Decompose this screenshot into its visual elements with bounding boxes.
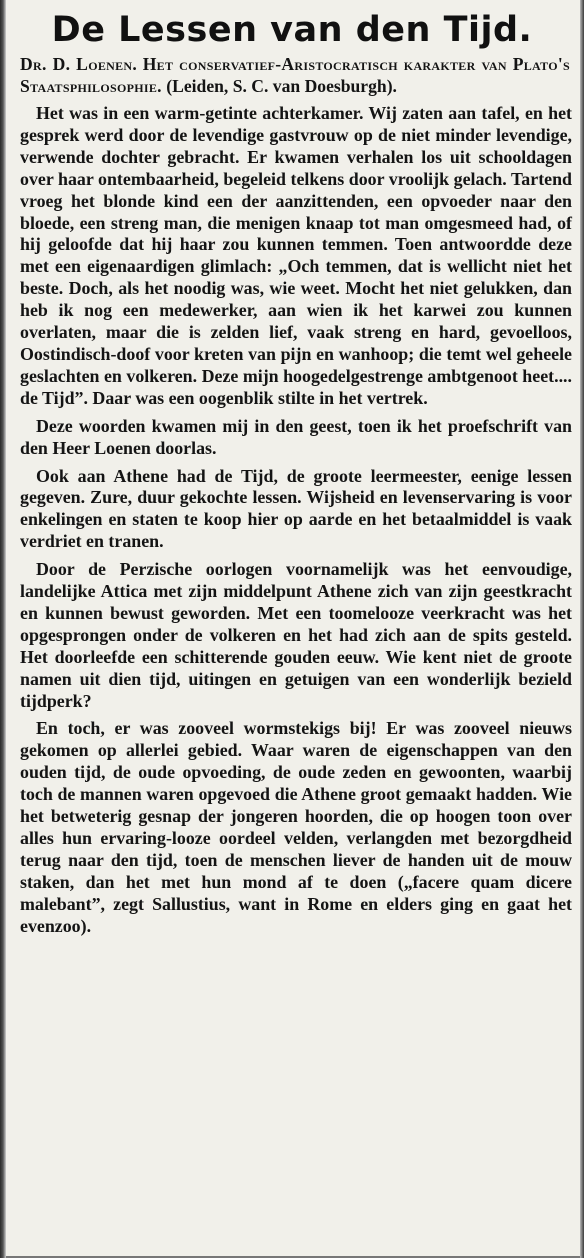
article-paragraph: Door de Perzische oorlogen voornamelijk was het eenvoudige, landelijke Attica met zijn middelpunt Athene zich van zijn geestkracht en kunnen bewust geworden. Met een toomelooze veerkracht was het opgesprongen onder de volkeren en het had zich aan de spits gesteld. Het doorleefde een schitterende gouden eeuw. Wie kent niet de groote namen uit dien tijd, uitingen en getuigen van een wonderlijk bezield tijdperk? — [20, 559, 572, 711]
article-headline: De Lessen van den Tijd. — [51, 10, 533, 50]
scan-edge-left — [0, 0, 6, 1258]
article-paragraph: Ook aan Athene had de Tijd, de groote leermeester, eenige lessen gegeven. Zure, duur gekochte lessen. Wijsheid en levenservaring is voor enkelingen en staten te koop hier op aarde en het betaalmiddel is vaak verdriet en tranen. — [20, 465, 572, 552]
scan-edge-right — [580, 0, 584, 1258]
article-body — [20, 103, 572, 938]
byline-publisher: (Leiden, S. C. van Doesburgh). — [166, 75, 397, 96]
byline-work-title: Het conservatief-Aristocratisch karakter van Plato's Staatsphilosophie. — [20, 54, 571, 96]
article-paragraph: Het was in een warm-getinte achterkamer. Wij zaten aan tafel, en het gesprek werd door de levendige gastvrouw op de niet minder levendige, verwende dochter gebracht. Er kwamen verhalen los uit schooldagen over haar ontembaarheid, begeleid telkens door vroolijk gelach. Tartend vroeg het blonde kind een der aanzittenden, een opvoeder naar den bloede, een streng man, die menigen knaap tot man omgesmeed had, of hij geloofde dat hij haar zou kunnen temmen. Toen antwoordde deze met een eigenaardigen glimlach: „Och temmen, dat is wellicht niet het beste. Doch, als het noodig was, wie weet. Mocht het niet gelukken, dan heb ik nog een medewerker, aan wien ik het karwei zou kunnen overlaten, maar die is zelden lief, vaak streng en hard, gevoelloos, Oostindisch-doof voor kreten van pijn en wanhoop; die temt wel geheele geslachten en volkeren. Deze mijn hoogedelgestrenge ambtgenoot heet.... de Tijd”. Daar was een oogenblik stilte in het vertrek. — [20, 103, 572, 408]
article-byline — [20, 54, 570, 97]
article-paragraph: Deze woorden kwamen mij in den geest, toen ik het proefschrift van den Heer Loenen doorlas. — [20, 415, 572, 458]
article-paragraph: En toch, er was zooveel wormstekigs bij! Er was zooveel nieuws gekomen op allerlei gebied. Waar waren de eigenschappen van den ouden tijd, de oude opvoeding, de oude zeden en gewoonten, waarbij toch de mannen waren opgevoed die Athene groot gemaakt hadden. Wie het betweterig gesnap der jongeren hoorden, die op hoogen toon over alles hun ervaring-looze oordeel velden, verlangden met bezorgdheid terug naar den tijd, toen de menschen liever de handen uit de mouw staken, dan het met hun mond af te doen („facere quam dicere malebant”, zegt Sallustius, want in Rome en elders ging en gaat het evenzoo). — [20, 718, 572, 936]
byline-author: Dr. D. Loenen. — [20, 54, 138, 74]
